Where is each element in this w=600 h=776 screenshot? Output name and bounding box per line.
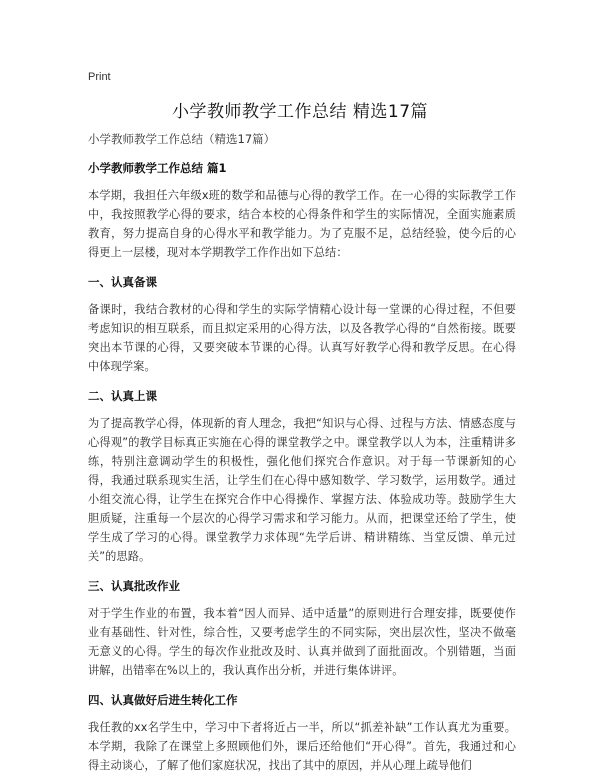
print-label: Print: [88, 71, 111, 83]
section-heading-3: 二、认真上课: [88, 389, 157, 403]
section-paragraph-2: 备课时，我结合教材的心得和学生的实际学情精心设计每一堂课的心得过程，不但要考虑知识的相互联系，而且拟定采用的心得方法，以及各教学心得的“自然衔接。既要突出本节课的心得，又要突破本节课的心得。认真写好教学心得和教学反思。在心得中体现学案。: [88, 303, 516, 373]
document-subtitle: 小学教师教学工作总结（精选17篇）: [88, 132, 276, 146]
document-body: [88, 160, 516, 775]
section-paragraph-4: 对于学生作业的布置，我本着“因人而异、适中适量”的原则进行合理安排，既要使作业有基础性、针对性，综合性，又要考虑学生的不同实际，突出层次性，坚决不做毫无意义的心得。学生的每次作业批改及时、认真并做到了面批面改。个别错题，当面讲解，出错率在%以上的，我认真作出分析，并进行集体讲评。: [88, 607, 516, 677]
section-paragraph-1: 本学期，我担任六年级x班的数学和品德与心得的教学工作。在一心得的实际教学工作中，我按照教学心得的要求，结合本校的心得条件和学生的实际情况，全面实施素质教育，努力提高自身的心得水平和教学能力。为了克服不足，总结经验，使今后的心得更上一层楼，现对本学期教学工作作出如下总结：: [88, 189, 516, 259]
page-title: 小学教师教学工作总结 精选17篇: [171, 102, 429, 122]
section-heading-4: 三、认真批改作业: [88, 579, 180, 593]
section-paragraph-3: 为了提高教学心得，体现新的育人理念，我把“知识与心得、过程与方法、情感态度与心得观”的教学目标真正实施在心得的课堂教学之中。课堂教学以人为本，注重精讲多练，特别注意调动学生的积极性，强化他们探究合作意识。对于每一节课新知的心得，我通过联系现实生活，让学生们在心得中感知数学、学习数学，运用数学。通过小组交流心得，让学生在探究合作中心得操作、掌握方法、体验成功等。鼓励学生大胆质疑，注重每一个层次的心得学习需求和学习能力。从而，把课堂还给了学生，使学生成了学习的心得。课堂教学力求体现“先学后讲、精讲精练、当堂反馈、单元过关”的思路。: [88, 417, 516, 563]
section-heading-1: 小学教师教学工作总结 篇1: [88, 161, 227, 175]
section-paragraph-5: 我任教的xx名学生中，学习中下者将近占一半，所以“抓差补缺”工作认真尤为重要。本学期，我除了在课堂上多照顾他们外，课后还给他们“开心得”。首先，我通过和心得主动谈心，了解了他们家庭状况，找出了其中的原因，并从心理上疏导他们: [88, 721, 516, 772]
section-heading-5: 四、认真做好后进生转化工作: [88, 693, 238, 707]
section-heading-2: 一、认真备课: [88, 275, 157, 289]
